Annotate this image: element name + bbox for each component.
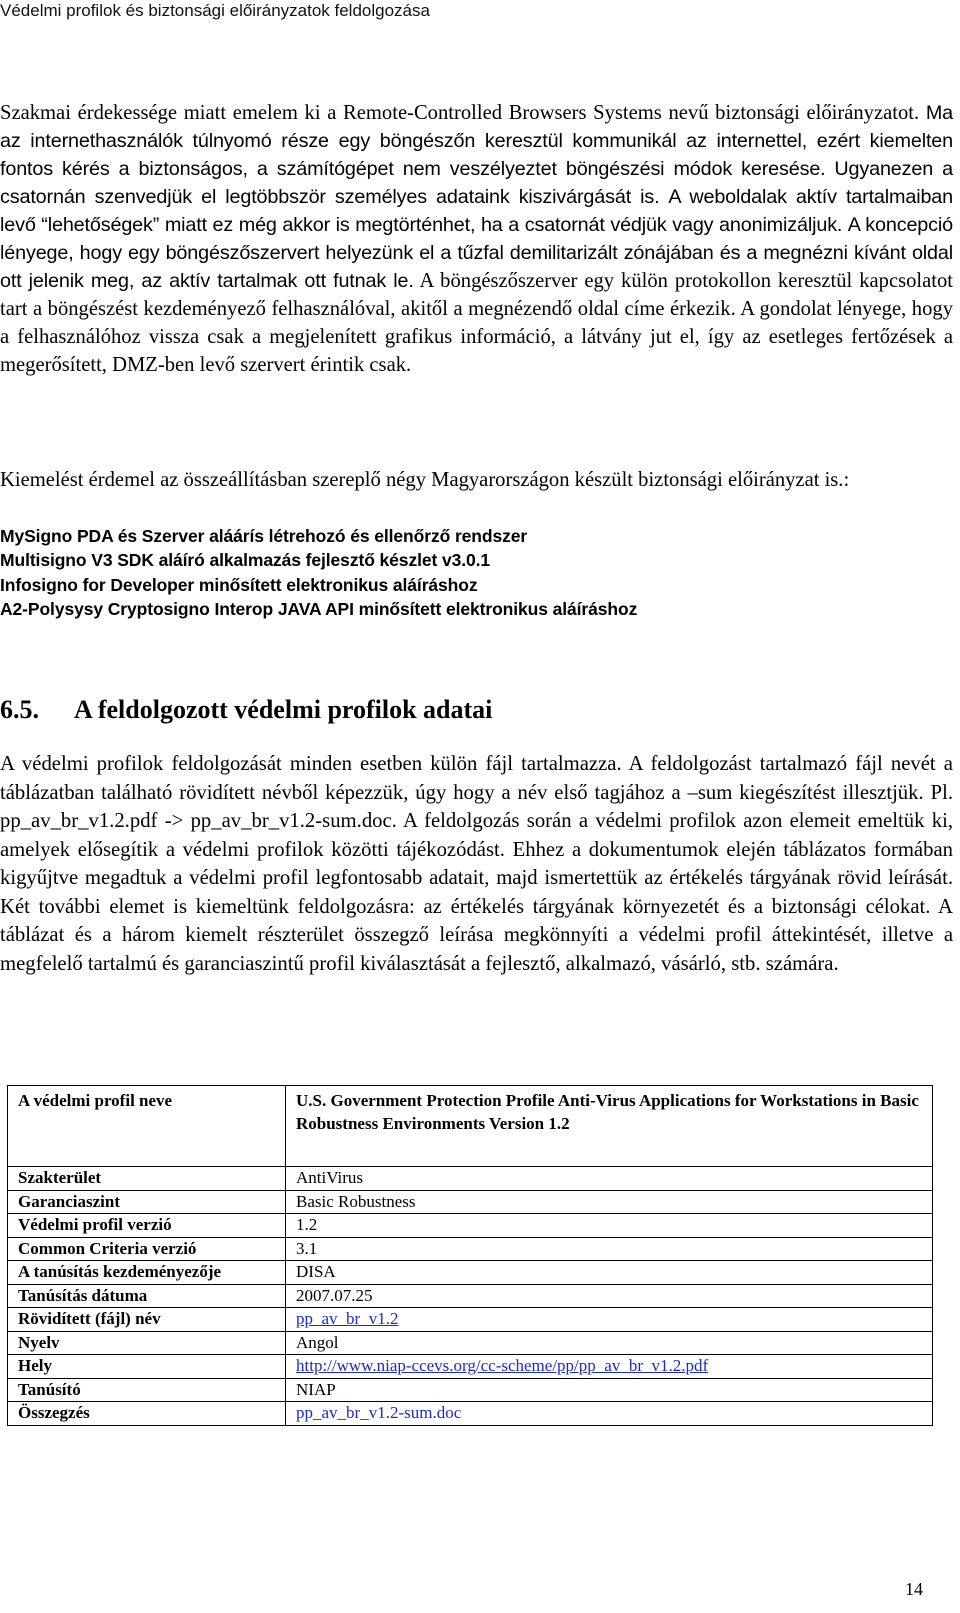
list-item: MySigno PDA és Szerver aláárís létrehozó és ellenőrző rendszer bbox=[0, 526, 528, 546]
table-value: 2007.07.25 bbox=[286, 1284, 933, 1308]
paragraph-sentence: A weboldalak aktív tartalmaiban levő “lehetőségek” miatt ez még akkor is megtörténhet, ha a csatornát védjük vagy anonimizáljuk. bbox=[0, 186, 953, 236]
location-link[interactable]: http://www.niap-ccevs.org/cc-scheme/pp/pp_av_br_v1.2.pdf bbox=[296, 1356, 709, 1375]
section-number: 6.5. bbox=[0, 695, 39, 724]
table-value: 3.1 bbox=[286, 1237, 933, 1261]
table-label: Nyelv bbox=[8, 1331, 286, 1355]
table-row bbox=[8, 1378, 933, 1402]
table-label: Védelmi profil verzió bbox=[8, 1214, 286, 1238]
table-row bbox=[8, 1402, 933, 1426]
running-header: Védelmi profilok és biztonsági előirányzatok feldolgozása bbox=[0, 1, 430, 20]
table-row bbox=[8, 1086, 933, 1167]
table-value bbox=[286, 1402, 933, 1426]
section-heading bbox=[0, 693, 492, 727]
table-row bbox=[8, 1308, 933, 1332]
paragraph-sentence: Ugyanezen a csatornán szenvedjük el legtöbbször személyes adataink kiszivárgását is. bbox=[0, 158, 953, 208]
table-value: DISA bbox=[286, 1261, 933, 1285]
product-list bbox=[0, 524, 960, 621]
short-name-link[interactable]: pp_av_br_v1.2 bbox=[296, 1309, 399, 1328]
table-label: Tanúsítás dátuma bbox=[8, 1284, 286, 1308]
table-value: Basic Robustness bbox=[286, 1190, 933, 1214]
intro-paragraph bbox=[0, 99, 953, 379]
paragraph-sentence: A koncepció lényege, hogy egy böngészőszervert helyezünk el a tűzfal demilitarizált zónájában és a megnézni kívánt oldal ott jelenik meg, az aktív tartalmak ott futnak le. bbox=[0, 214, 953, 292]
table-row bbox=[8, 1284, 933, 1308]
table-label: Garanciaszint bbox=[8, 1190, 286, 1214]
table-label: Összegzés bbox=[8, 1402, 286, 1426]
description-paragraph: A védelmi profilok feldolgozását minden esetben külön fájl tartalmazza. A feldolgozást tartalmazó fájl nevét a táblázatban található rövidített névből képezzük, úgy hogy a név első tagjához a –sum kiegészítést illesztjük. Pl. pp_av_br_v1.2.pdf -> pp_av_br_v1.2-sum.doc. A feldolgozás során a védelmi profilok azon elemeit emeltük ki, amelyek elősegítik a védelmi profilok közötti tájékozódást. Ehhez a dokumentumok elején táblázatos formában kigyűjtve megadtuk a védelmi profil legfontosabb adatait, majd ismertettük az értékelés tárgyának rövid leírását. Két további elemet is kiemeltünk feldolgozásra: az értékelés tárgyának környezetét és a biztonsági célokat. A táblázat és a három kiemelt részterület összegző leírása megkönnyíti a védelmi profil áttekintését, illetve a megfelelő tartalmú és garanciaszintű profil kiválasztását a fejlesztő, alkalmazó, vásárló, stb. számára. bbox=[0, 753, 953, 975]
list-item: A2-Polysysy Cryptosigno Interop JAVA API minősített elektronikus aláíráshoz bbox=[0, 598, 638, 619]
list-item: Infosigno for Developer minősített elektronikus aláíráshoz bbox=[0, 574, 478, 595]
table-row bbox=[8, 1167, 933, 1191]
table-value: U.S. Government Protection Profile Anti-Virus Applications for Workstations in Basic Robustness Environments Version 1.2 bbox=[286, 1086, 933, 1167]
table-label: Common Criteria verzió bbox=[8, 1237, 286, 1261]
table-label: A tanúsítás kezdeményezője bbox=[8, 1261, 286, 1285]
table-label: Rövidített (fájl) név bbox=[8, 1308, 286, 1332]
paragraph-sentence: A böngészőszerver egy külön protokollon keresztül kapcsolatot tart a böngészést kezdeményező felhasználóval, akitől a megnézendő oldal címe érkezik. bbox=[0, 270, 953, 320]
section-title: A feldolgozott védelmi profilok adatai bbox=[74, 695, 493, 724]
table-label: Szakterület bbox=[8, 1167, 286, 1191]
highlight-paragraph: Kiemelést érdemel az összeállításban szereplő négy Magyarországon készült biztonsági előirányzat is.: bbox=[0, 469, 850, 491]
paragraph-sentence: A gondolat lényege, hogy a felhasználóhoz vissza csak a megjelenített grafikus információ, a látvány jut el, így az esetleges fertőzések a megerősített, DMZ-ben levő szervert érintik csak. bbox=[0, 298, 953, 376]
table-value: AntiVirus bbox=[286, 1167, 933, 1191]
profile-table bbox=[7, 1085, 933, 1426]
paragraph-sentence: Ma az internethasználók túlnyomó része egy böngészőn keresztül kommunikál az internettel, ezért kiemelten fontos kérés a biztonságos, a számítógépet nem veszélyeztet böngészési módok keresése. bbox=[0, 102, 953, 180]
table-value: Angol bbox=[286, 1331, 933, 1355]
paragraph-sentence: Szakmai érdekessége miatt emelem ki a Remote-Controlled Browsers Systems nevű biztonsági előirányzatot. bbox=[0, 102, 920, 124]
table-row bbox=[8, 1237, 933, 1261]
table-row bbox=[8, 1331, 933, 1355]
table-value bbox=[286, 1355, 933, 1379]
table-label: Hely bbox=[8, 1355, 286, 1379]
list-item: Multisigno V3 SDK aláíró alkalmazás fejlesztő készlet v3.0.1 bbox=[0, 550, 491, 571]
table-value bbox=[286, 1308, 933, 1332]
table-row bbox=[8, 1214, 933, 1238]
table-value: 1.2 bbox=[286, 1214, 933, 1238]
table-label: A védelmi profil neve bbox=[8, 1086, 286, 1167]
table-row bbox=[8, 1190, 933, 1214]
table-row bbox=[8, 1355, 933, 1379]
page-number: 14 bbox=[905, 1579, 923, 1599]
table-value: NIAP bbox=[286, 1378, 933, 1402]
table-label: Tanúsító bbox=[8, 1378, 286, 1402]
summary-file-link[interactable]: pp_av_br_v1.2-sum.doc bbox=[296, 1403, 462, 1422]
table-row bbox=[8, 1261, 933, 1285]
